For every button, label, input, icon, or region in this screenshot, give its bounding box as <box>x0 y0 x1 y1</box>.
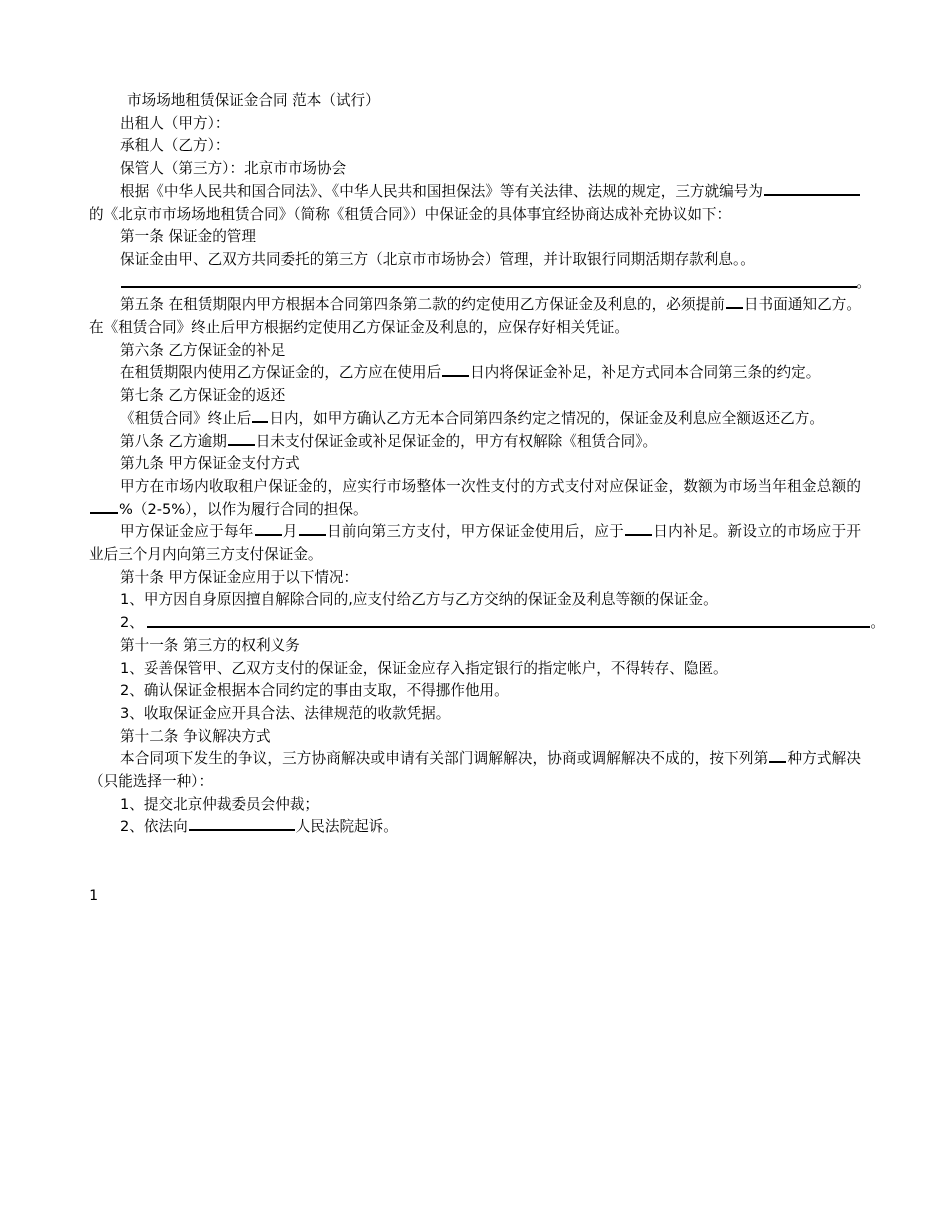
overdue-days-blank <box>228 431 255 446</box>
article-1-body: 保证金由甲、乙双方共同委托的第三方（北京市市场协会）管理，并计取银行同期活期存款利息。。 <box>120 250 755 268</box>
article-blank-line: 。 <box>89 272 861 295</box>
article-8: 第八条 乙方逾期 日未支付保证金或补足保证金的，甲方有权解除《租赁合同》。 <box>120 432 658 450</box>
article-10-item-2: 2、 。 <box>120 614 885 632</box>
replenish-days-blank <box>442 362 469 377</box>
article-11-item-3: 3、收取保证金应开具合法、法律规范的收款凭据。 <box>120 704 451 722</box>
article-9-heading: 第九条 甲方保证金支付方式 <box>120 455 300 473</box>
contract-title: 市场场地租赁保证金合同 范本（试行） <box>127 92 380 109</box>
method-choice-blank <box>769 748 786 763</box>
article-6-heading: 第六条 乙方保证金的补足 <box>120 341 286 359</box>
refund-days-blank <box>252 408 268 423</box>
article-9-body: 甲方在市场内收取租户保证金的，应实行市场整体一次性支付的方式支付对应保证金，数额为市场当年租金总额的%（2-5%），以作为履行合同的担保。 <box>89 476 861 521</box>
topup-days-blank <box>625 521 652 536</box>
blank-underline <box>121 286 857 288</box>
article-6-body: 在租赁期限内使用乙方保证金的，乙方应在使用后 日内将保证金补足，补足方式同本合同第三条的约定。 <box>120 364 821 382</box>
article-10-item-1: 1、甲方因自身原因擅自解除合同的,应支付给乙方与乙方交纳的保证金及利息等额的保证金。 <box>120 591 718 609</box>
page-number: 1 <box>89 887 98 904</box>
lessor-line: 出租人（甲方）： <box>120 114 230 132</box>
article-11-heading: 第十一条 第三方的权利义务 <box>120 636 300 654</box>
contract-number-blank <box>764 181 860 196</box>
notice-days-blank <box>726 294 743 309</box>
percent-blank <box>90 499 118 514</box>
custodian-line: 保管人（第三方）：北京市市场协会 <box>120 160 347 178</box>
day-blank <box>299 521 326 536</box>
article-7-heading: 第七条 乙方保证金的返还 <box>120 387 286 405</box>
article-10-heading: 第十条 甲方保证金应用于以下情况： <box>120 568 359 586</box>
article-9-payment: 甲方保证金应于每年 月 日前向第三方支付，甲方保证金使用后，应于 日内补足。新设立的市场应于开业后三个月内向第三方支付保证金。 <box>89 523 861 564</box>
article-12-body: 本合同项下发生的争议，三方协商解决或申请有关部门调解解决，协商或调解解决不成的，按下列第 种方式解决（只能选择一种）： <box>89 750 861 791</box>
article-5: 第五条 在租赁期限内甲方根据本合同第四条第二款的约定使用乙方保证金及利息的，必须提前 日书面通知乙方。在《租赁合同》终止后甲方根据约定使用乙方保证金及利息的，应保存好相关凭证。 <box>89 296 861 337</box>
month-blank <box>255 521 282 536</box>
article-12-option-2: 2、依法向 人民法院起诉。 <box>120 818 398 836</box>
lessee-line: 承租人（乙方）： <box>120 137 230 155</box>
contract-body <box>89 90 885 839</box>
court-blank <box>189 816 295 831</box>
intro-paragraph: 根据《中华人民共和国合同法》、《中华人民共和国担保法》等有关法律、法规的规定，三方就编号为的《北京市市场场地租赁合同》（简称《租赁合同》）中保证金的具体事宜经协商达成补充协议如下： <box>89 181 861 226</box>
article-11-item-1: 1、妥善保管甲、乙双方支付的保证金，保证金应存入指定银行的指定帐户，不得转存、隐匿。 <box>120 659 728 677</box>
blank-underline <box>147 626 870 628</box>
article-12-heading: 第十二条 争议解决方式 <box>120 727 271 745</box>
article-7-body: 《租赁合同》终止后 日内，如甲方确认乙方无本合同第四条约定之情况的，保证金及利息应全额返还乙方。 <box>120 409 824 427</box>
article-1-heading: 第一条 保证金的管理 <box>120 228 256 246</box>
article-11-item-2: 2、确认保证金根据本合同约定的事由支取，不得挪作他用。 <box>120 682 509 700</box>
article-12-option-1: 1、提交北京仲裁委员会仲裁； <box>120 795 320 813</box>
